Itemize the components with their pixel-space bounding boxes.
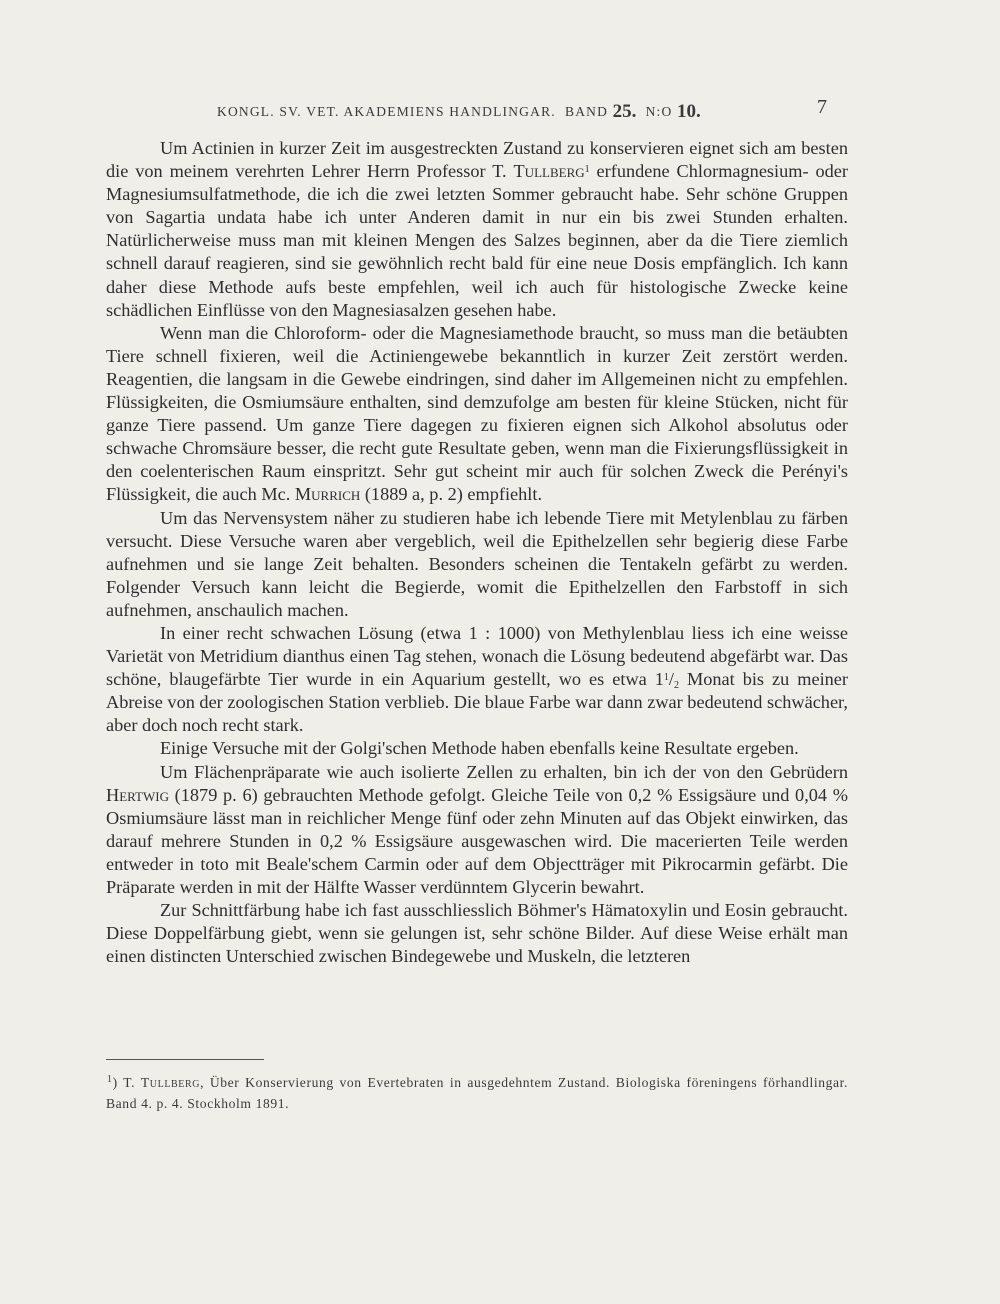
footnote	[106, 1072, 848, 1114]
body-paragraph	[106, 507, 848, 622]
body-paragraph	[106, 622, 848, 737]
footnote-marker: 1	[107, 1074, 113, 1085]
text-segment: Wenn man die Chloroform- oder die Magnesiamethode braucht, so muss man die betäubten Tiere schnell fixieren, weil die Actiniengewebe bekanntlich in kurzer Zeit zerstört werden. Reagentien, die langsam in die Gewebe eindringen, sind daher im Allgemeinen nicht zu empfehlen. Flüssigkeiten, die Osmiumsäure enthalten, sind demzufolge am besten für kleine Stücken, nicht für ganze Tiere passend. Um ganze Tiere dagegen zu fixieren eignen sich Alkohol absolutus oder schwache Chromsäure besser, die recht gute Resultate geben, wenn man die Fixierungsflüssigkeit in den coelenterischen Raum einspritzt. Sehr gut scheint mir auch für solchen Zweck die Perényi's Flüssigkeit, die auch Mc.	[106, 322, 848, 505]
subscript: 2	[674, 680, 679, 692]
text-segment: In einer recht schwachen Lösung (etwa 1 : 1000) von Methylenblau liess ich eine weisse Varietät von Metridium dianthus einen Tag stehen, wonach die Lösung bedeutend abgefärbt war. Das schöne, blaugefärbte Tier wurde in ein Aquarium gestellt, wo es etwa 1	[106, 622, 848, 690]
body-text	[106, 137, 848, 968]
text-segment: Zur Schnittfärbung habe ich fast ausschliesslich Böhmer's Hämatoxylin und Eosin gebraucht. Diese Doppelfärbung giebt, wenn sie gelungen ist, sehr schöne Bilder. Auf diese Weise erhält man einen distincten Unterschied zwischen Bindegewebe und Muskeln, die letzteren	[106, 900, 848, 967]
text-segment: Um das Nervensystem näher zu studieren habe ich lebende Tiere mit Metylenblau zu färben versucht. Diese Versuche waren aber vergeblich, weil die Epithelzellen sehr begierig diese Farbe aufnehmen und sie lange Zeit behalten. Besonders scheinen die Tentakeln gefärbt zu werden. Folgender Versuch kann leicht die Begierde, womit die Epithelzellen den Farbstoff in sich aufnehmen, anschaulich machen.	[106, 507, 848, 620]
body-paragraph	[106, 737, 848, 760]
text-segment: Um Flächenpräparate wie auch isolierte Zellen zu erhalten, bin ich der von den Gebrüdern	[160, 761, 848, 782]
footnote-text-before: ) T.	[112, 1075, 141, 1090]
text-segment: /	[668, 669, 674, 690]
body-paragraph	[106, 137, 848, 322]
text-segment: Tullberg	[513, 161, 585, 182]
text-segment: (1879 p. 6) gebrauchten Methode gefolgt. Gleiche Teile von 0,2 % Essigsäure und 0,04 % Osmiumsäure lässt man in reichlicher Menge fünf oder zehn Minuten auf das Objekt einwirken, das darauf mehrere Stunden in 0,2 % Essigsäure ausgewaschen wird. Die macerierten Teile werden entweder in toto mit Beale'schem Carmin oder auf dem Objectträger mit Pikrocarmin gefärbt. Die Präparate werden in mit der Hälfte Wasser verdünntem Glycerin bewahrt.	[106, 784, 848, 897]
footnote-author: Tullberg	[140, 1075, 201, 1090]
text-segment: Einige Versuche mit der Golgi'schen Methode haben ebenfalls keine Resultate ergeben.	[160, 738, 799, 759]
text-segment: (1889 a, p. 2) empfiehlt.	[360, 484, 543, 505]
no-number: 10.	[677, 101, 701, 122]
band-label: BAND	[565, 104, 609, 119]
running-header	[217, 96, 827, 122]
no-label: N:O	[645, 104, 673, 119]
body-paragraph	[106, 899, 848, 968]
superscript: 1	[663, 672, 669, 684]
text-segment: Hertwig	[106, 784, 169, 805]
footnote-divider	[106, 1059, 264, 1060]
superscript: 1	[584, 164, 590, 176]
text-segment: Murrich	[294, 484, 361, 505]
journal-title: KONGL. SV. VET. AKADEMIENS HANDLINGAR.	[217, 104, 556, 119]
body-paragraph	[106, 761, 848, 900]
band-number: 25.	[612, 101, 637, 122]
text-segment: erfundene Chlormagnesium- oder Magnesiumsulfatmethode, die ich die zwei letzten Sommer gebraucht habe. Sehr schöne Gruppen von Sagartia undata habe ich unter Anderen damit in nur ein bis zwei Stunden erhalten. Natürlicherweise muss man mit kleinen Mengen des Salzes beginnen, aber da die Tiere ziemlich schnell darauf reagieren, sind sie gewöhnlich recht bald für eine neue Dosis empfänglich. Ich kann daher diese Methode aufs beste empfehlen, weil ich auch für histologische Zwecke keine schädlichen Einflüsse von den Magnesiasalzen gesehen habe.	[106, 161, 848, 320]
text-segment: Um Actinien in kurzer Zeit im ausgestreckten Zustand zu konservieren eignet sich am besten die von meinem verehrten Lehrer Herrn Professor T.	[106, 138, 848, 182]
page-number: 7	[817, 96, 827, 118]
body-paragraph	[106, 322, 848, 507]
footnote-text-after: , Über Konservierung von Evertebraten in ausgedehntem Zustand. Biologiska föreningens förhandlingar. Band 4. p. 4. Stockholm 1891.	[106, 1075, 849, 1111]
text-segment: Monat bis zu meiner Abreise von der zoologischen Station verblieb. Die blaue Farbe war dann zwar bedeutend schwächer, aber doch noch recht stark.	[106, 669, 848, 736]
